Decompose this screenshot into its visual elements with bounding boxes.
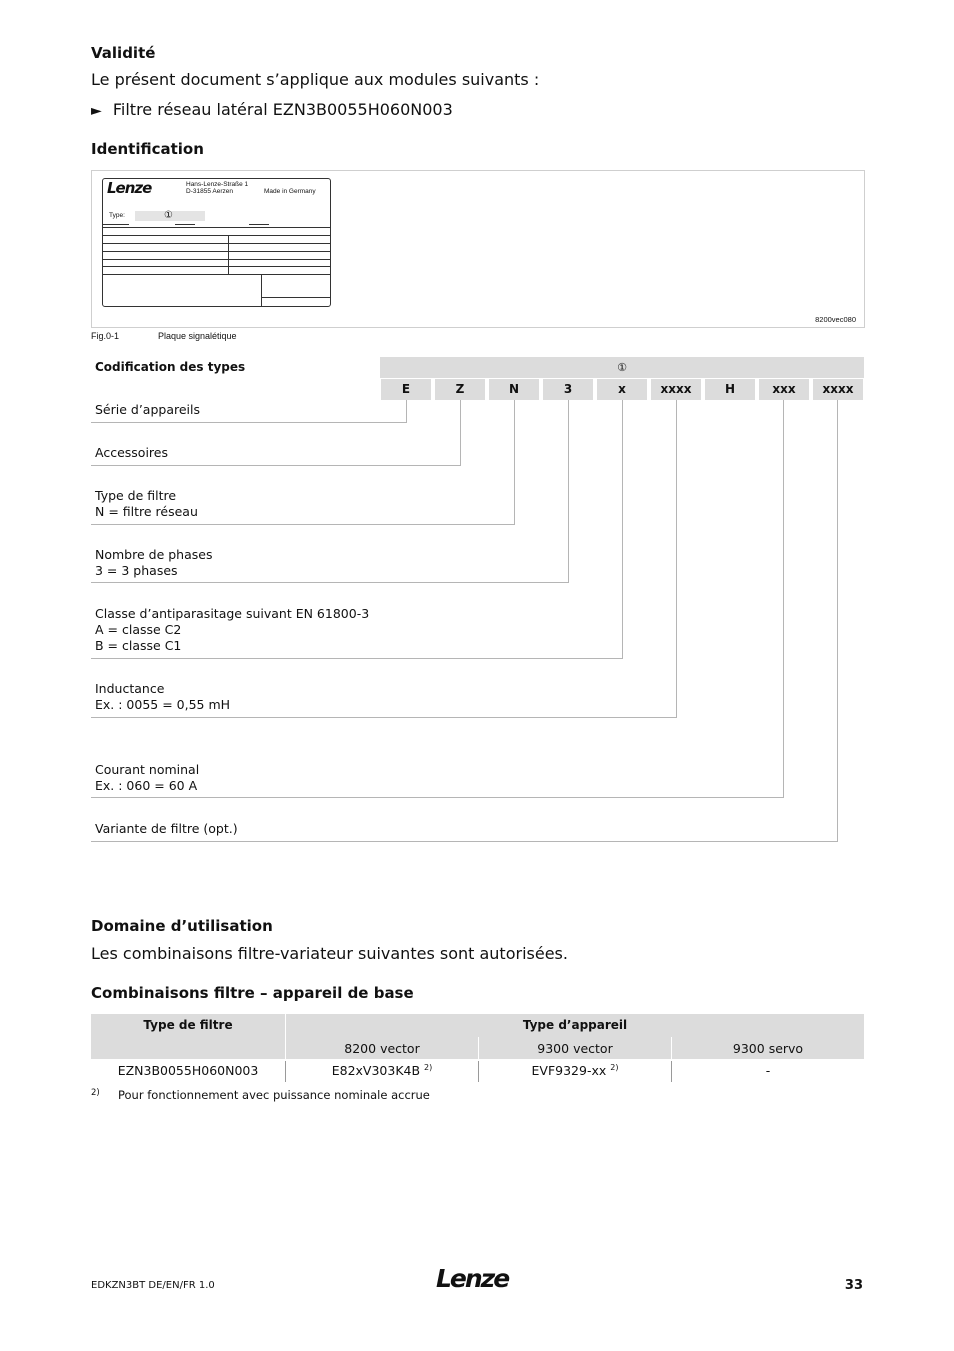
nameplate-address-1: Hans-Lenze-Straße 1 (186, 181, 249, 188)
footnote-ref: 2) (424, 1063, 433, 1072)
code-position: xxxx (813, 379, 863, 400)
sub-col-9300-servo: 9300 servo (732, 1041, 804, 1056)
nameplate-logo: Lenze (107, 179, 152, 197)
nameplate-made-in: Made in Germany (264, 188, 316, 195)
nameplate-type-label: Type: (109, 212, 125, 219)
code-position: xxxx (651, 379, 701, 400)
code-position: E (381, 379, 431, 400)
code-position: Z (435, 379, 485, 400)
type-code-header-bar (380, 357, 864, 378)
code-position: 3 (543, 379, 593, 400)
usage-heading: Domaine d’utilisation (91, 917, 273, 935)
cell-8200-vector: E82xV303K4B $^{2)}$ (331, 1063, 433, 1079)
footer-logo: Lenze (436, 1264, 509, 1293)
code-position: xxx (759, 379, 809, 400)
code-desc-series: Série d’appareils (95, 402, 201, 417)
bullet-arrow-icon: ► (91, 103, 102, 119)
validity-item-text: Filtre réseau latéral EZN3B0055H060N003 (112, 100, 453, 119)
code-desc-emc-class: Classe d’antiparasitage suivant EN 61800-3 A = classe C2 B = classe C1 (95, 606, 370, 653)
nameplate-address-2: D-31855 Aerzen (186, 188, 233, 195)
footnote-mark: 2) (91, 1088, 100, 1098)
page-number: 33 (844, 1278, 863, 1293)
footer-doc-id: EDKZN3BT DE/EN/FR 1.0 (91, 1280, 215, 1291)
code-desc-phases: Nombre de phases 3 = 3 phases (95, 547, 213, 578)
validity-intro: Le présent document s’applique aux modules suivants : (91, 70, 540, 89)
col-header-filter: Type de filtre (143, 1018, 233, 1032)
type-code-marker: ① (617, 361, 627, 374)
code-desc-rated-current: Courant nominal Ex. : 060 = 60 A (95, 762, 200, 793)
figure-code: 8200vec080 (815, 315, 856, 324)
validity-item (91, 100, 453, 119)
cell-9300-servo: - (765, 1063, 771, 1078)
figure-caption: Plaque signalétique (158, 331, 237, 341)
identification-heading: Identification (91, 140, 204, 158)
col-header-device: Type d’appareil (522, 1018, 628, 1032)
footnote-ref: 2) (610, 1063, 619, 1072)
usage-text: Les combinaisons filtre-variateur suivantes sont autorisées. (91, 944, 568, 963)
code-desc-accessories: Accessoires (95, 445, 168, 460)
validity-heading: Validité (91, 44, 156, 62)
cell-9300-vector: EVF9329-xx $^{2)}$ (531, 1063, 619, 1079)
code-position: N (489, 379, 539, 400)
figure-number: Fig.0-1 (91, 331, 120, 341)
code-desc-variant: Variante de filtre (opt.) (95, 821, 238, 836)
footnote-text: Pour fonctionnement avec puissance nominale accrue (118, 1088, 430, 1102)
type-code-heading: Codification des types (95, 360, 246, 374)
nameplate-marker: ① (164, 210, 173, 221)
nameplate (102, 178, 331, 307)
sub-col-8200-vector: 8200 vector (344, 1041, 420, 1056)
cell-filter-type: EZN3B0055H060N003 (117, 1063, 259, 1078)
code-position: x (597, 379, 647, 400)
sub-col-9300-vector: 9300 vector (537, 1041, 613, 1056)
combinations-heading: Combinaisons filtre – appareil de base (91, 984, 414, 1002)
code-desc-inductance: Inductance Ex. : 0055 = 0,55 mH (95, 681, 231, 712)
code-position: H (705, 379, 755, 400)
code-desc-filter-type: Type de filtre N = filtre réseau (95, 488, 198, 519)
